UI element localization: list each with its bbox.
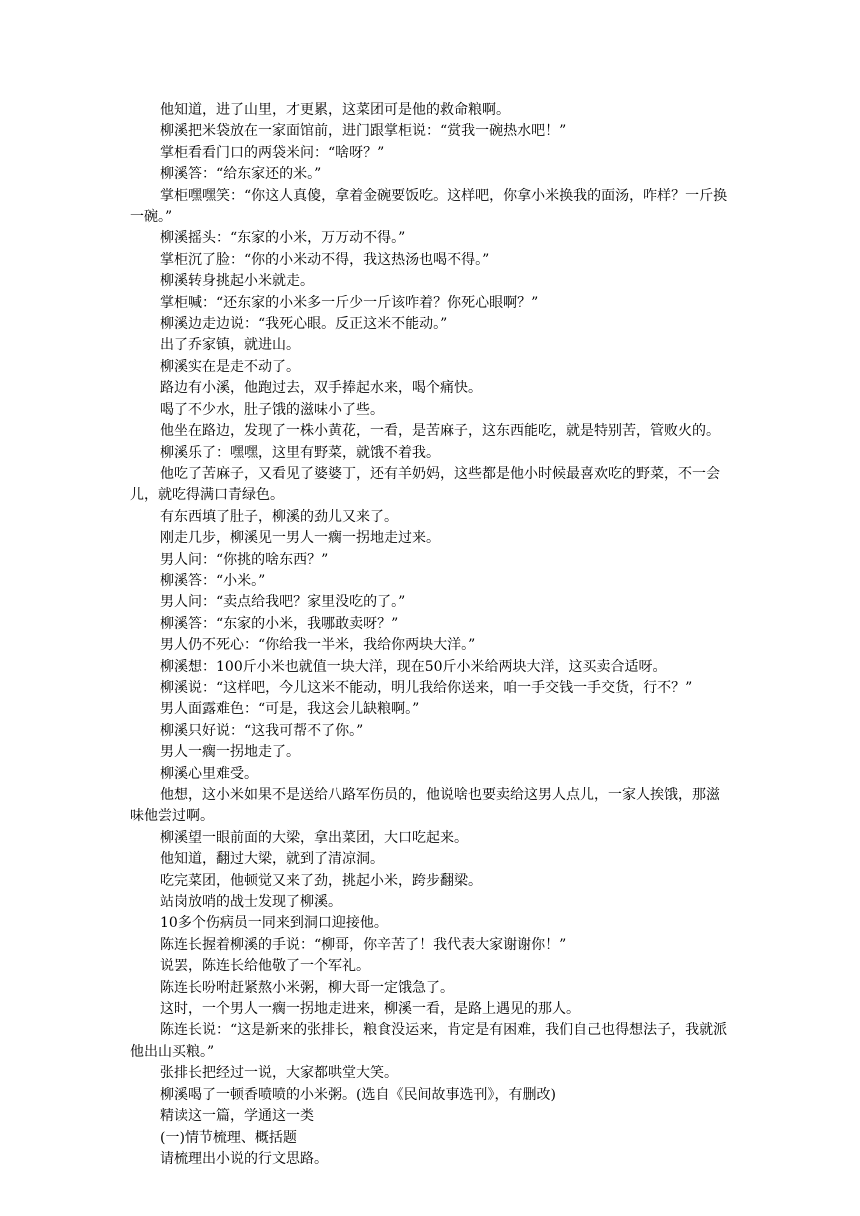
paragraph: 路边有小溪，他跑过去，双手捧起水来，喝个痛快。 bbox=[160, 380, 482, 397]
paragraph: 出了乔家镇，就进山。 bbox=[160, 337, 300, 354]
paragraph: 男人问：“你挑的啥东西？” bbox=[160, 551, 329, 568]
paragraph: 这时，一个男人一瘸一拐地走进来，柳溪一看，是路上遇见的那人。 bbox=[160, 1001, 580, 1018]
paragraph: 柳溪实在是走不动了。 bbox=[160, 358, 300, 375]
paragraph: 陈连长握着柳溪的手说：“柳哥，你辛苦了！我代表大家谢谢你！” bbox=[160, 936, 567, 953]
paragraph: 陈连长说：“这是新来的张排长，粮食没运来，肯定是有困难，我们自己也得想法子，我就派他出山买粮。” bbox=[130, 1022, 728, 1060]
paragraph: 有东西填了肚子，柳溪的劲儿又来了。 bbox=[160, 508, 398, 525]
paragraph: 柳溪边走边说：“我死心眼。反正这米不能动。” bbox=[160, 316, 448, 333]
paragraph: 男人仍不死心：“你给我一半米，我给你两块大洋。” bbox=[160, 637, 476, 654]
paragraph: 吃完菜团，他顿觉又来了劲，挑起小米，跨步翻梁。 bbox=[160, 872, 482, 889]
paragraph: 精读这一篇，学通这一类 bbox=[160, 1108, 314, 1125]
paragraph: 请梳理出小说的行文思路。 bbox=[160, 1150, 328, 1167]
paragraph: 掌柜喊：“还东家的小米多一斤少一斤该咋着？你死心眼啊？” bbox=[160, 294, 539, 311]
paragraph: 柳溪只好说：“这我可帮不了你。” bbox=[160, 722, 364, 739]
paragraph: 柳溪摇头：“东家的小米，万万动不得。” bbox=[160, 230, 406, 247]
paragraph: 男人面露难色：“可是，我这会儿缺粮啊。” bbox=[160, 701, 420, 718]
paragraph: 他坐在路边，发现了一株小黄花，一看，是苦麻子，这东西能吃，就是特别苦，管败火的。 bbox=[160, 423, 720, 440]
paragraph: 柳溪乐了：嘿嘿，这里有野菜，就饿不着我。 bbox=[160, 444, 440, 461]
paragraph: 10多个伤病员一同来到洞口迎接他。 bbox=[160, 915, 388, 932]
paragraph: 柳溪想：100斤小米也就值一块大洋，现在50斤小米给两块大洋，这买卖合适呀。 bbox=[160, 658, 667, 675]
paragraph: 说罢，陈连长给他敬了一个军礼。 bbox=[160, 958, 370, 975]
paragraph: (一)情节梳理、概括题 bbox=[160, 1129, 297, 1146]
paragraph: 柳溪答：“给东家还的米。” bbox=[160, 166, 322, 183]
paragraph: 掌柜看看门口的两袋米问：“啥呀？” bbox=[160, 144, 385, 161]
paragraph: 喝了不少水，肚子饿的滋味小了些。 bbox=[160, 401, 384, 418]
paragraph: 他吃了苦麻子，又看见了婆婆丁，还有羊奶妈，这些都是他小时候最喜欢吃的野菜，不一会儿，就吃得满口青绿色。 bbox=[130, 465, 720, 504]
paragraph: 掌柜嘿嘿笑：“你这人真傻，拿着金碗要饭吃。这样吧，你拿小米换我的面汤，咋样？一斤换一碗。” bbox=[130, 187, 728, 226]
paragraph: 柳溪说：“这样吧，今儿这米不能动，明儿我给你送来，咱一手交钱一手交货，行不？” bbox=[160, 679, 693, 696]
paragraph: 他知道，进了山里，才更累，这菜团可是他的救命粮啊。 bbox=[160, 102, 510, 118]
paragraph: 他想，这小米如果不是送给八路军伤员的，他说啥也要卖给这男人点儿，一家人挨饿，那滋味他尝过啊。 bbox=[130, 787, 720, 825]
paragraph: 掌柜沉了脸：“你的小米动不得，我这热汤也喝不得。” bbox=[160, 251, 490, 268]
paragraph: 柳溪答：“东家的小米，我哪敢卖呀？” bbox=[160, 615, 399, 632]
paragraph: 柳溪喝了一顿香喷喷的小米粥。(选自《民间故事选刊》，有删改) bbox=[160, 1086, 556, 1103]
paragraph: 柳溪望一眼前面的大梁，拿出菜团，大口吃起来。 bbox=[160, 829, 468, 846]
paragraph: 柳溪转身挑起小米就走。 bbox=[160, 273, 314, 290]
paragraph: 男人问：“卖点给我吧？家里没吃的了。” bbox=[160, 594, 406, 611]
paragraph: 柳溪把米袋放在一家面馆前，进门跟掌柜说：“赏我一碗热水吧！” bbox=[160, 123, 567, 140]
paragraph: 陈连长吩咐赶紧熬小米粥，柳大哥一定饿急了。 bbox=[160, 979, 454, 996]
story-text bbox=[130, 100, 730, 1170]
paragraph: 柳溪心里难受。 bbox=[160, 765, 258, 782]
paragraph: 柳溪答：“小米。” bbox=[160, 572, 266, 589]
paragraph: 张排长把经过一说，大家都哄堂大笑。 bbox=[160, 1065, 398, 1082]
paragraph: 站岗放哨的战士发现了柳溪。 bbox=[160, 894, 342, 911]
paragraph: 男人一瘸一拐地走了。 bbox=[160, 744, 300, 761]
paragraph: 刚走几步，柳溪见一男人一瘸一拐地走过来。 bbox=[160, 530, 440, 547]
paragraph: 他知道，翻过大梁，就到了清凉洞。 bbox=[160, 851, 384, 868]
